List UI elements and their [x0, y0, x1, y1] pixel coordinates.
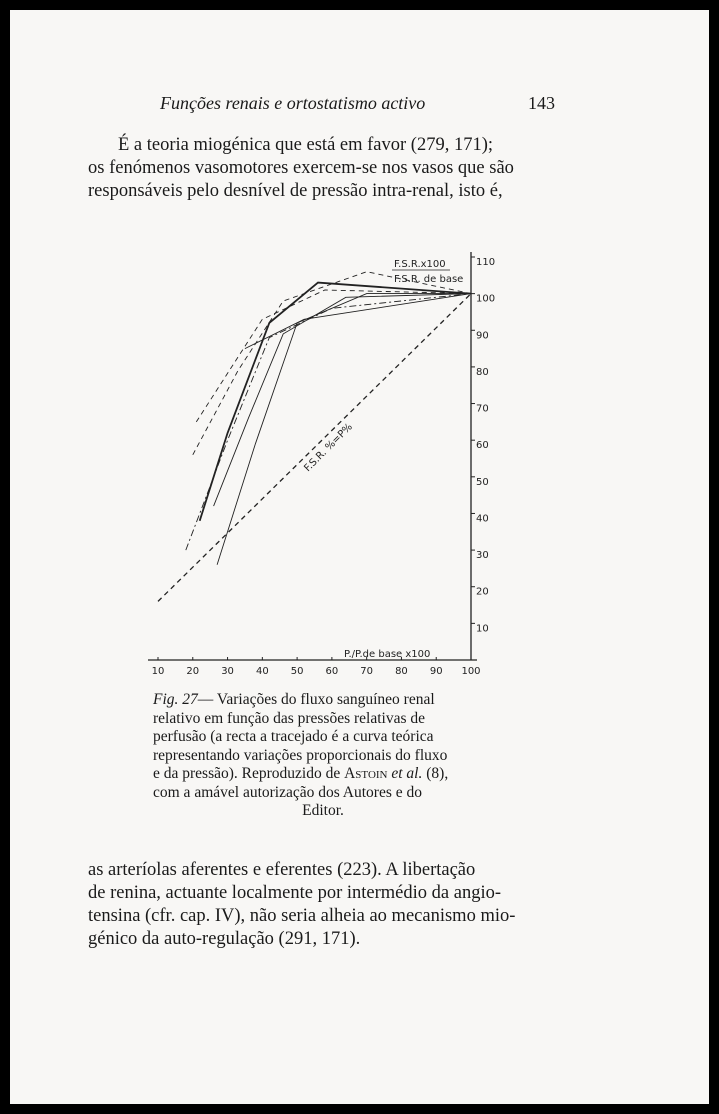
x-tick-label: 40 [255, 666, 269, 677]
y-tick-label: 110 [476, 257, 496, 268]
x-tick-label: 60 [325, 666, 339, 677]
figure-caption [153, 691, 493, 821]
series-line-theoretical [158, 294, 471, 602]
x-tick-label: 30 [221, 666, 234, 677]
caption-author: Astoin [344, 765, 388, 782]
y-tick-label: 10 [476, 623, 489, 635]
caption-text: (8), [422, 765, 449, 782]
legend-fsr-base: F.S.R. de base [394, 274, 464, 285]
running-header [10, 87, 709, 117]
series-line-curve-4 [193, 272, 471, 455]
series-line-curve-3 [186, 294, 471, 550]
caption-text: perfusão (a recta a tracejado é a curva teórica [153, 728, 434, 745]
text-line: as arteríolas aferentes e eferentes (223). A libertação [88, 860, 476, 880]
caption-text: com a amável autorização dos Autores e do [153, 783, 422, 801]
caption-text: relativo em função das pressões relativas de [153, 709, 426, 727]
y-tick-label: 100 [476, 293, 496, 305]
figure-label: Fig. 27 [153, 691, 198, 708]
y-tick-label: 90 [476, 330, 489, 342]
caption-text: e da pressão). Reproduzido de [153, 765, 345, 782]
x-tick-label: 80 [395, 666, 408, 677]
y-tick-label: 70 [476, 403, 489, 415]
series-line-curve-1 [200, 283, 471, 521]
x-axis-label: P./P.de base x100 [344, 649, 431, 660]
caption-text: Editor. [302, 802, 344, 819]
text-line: É a teoria miogénica que está em favor (279, 171); [118, 135, 493, 155]
y-tick-label: 40 [476, 513, 489, 525]
y-axis-ticks [471, 257, 495, 634]
x-tick-label: 100 [461, 666, 481, 677]
caption-text: representando variações proporcionais do fluxo [153, 746, 448, 764]
paragraph-bottom [88, 859, 560, 951]
y-tick-label: 30 [476, 550, 489, 562]
x-tick-label: 90 [429, 666, 443, 677]
theory-line-label: F.S.R. %=P% [302, 421, 355, 475]
series-line-curve-7 [245, 294, 471, 349]
series-line-curve-6 [196, 290, 471, 422]
caption-etal: et al. [391, 765, 423, 782]
running-title: Funções renais e ortostatismo activo [160, 93, 426, 113]
y-tick-label: 80 [476, 366, 489, 378]
text-line: tensina (cfr. cap. IV), não seria alheia ao mecanismo mio- [88, 906, 516, 926]
text-line: génico da auto-regulação (291, 171). [88, 929, 361, 949]
text-line: responsáveis pelo desnível de pressão intra-renal, isto é, [88, 181, 503, 201]
figure-chart [10, 240, 709, 677]
legend-fsr: F.S.R.x100 [394, 259, 446, 270]
x-tick-label: 10 [151, 666, 165, 677]
series-line-curve-2 [214, 294, 471, 507]
paragraph-top [88, 134, 558, 203]
x-tick-label: 70 [360, 666, 374, 677]
caption-text: — Variações do fluxo sanguíneo renal [197, 691, 435, 708]
text-line: os fenómenos vasomotores exercem-se nos vasos que são [88, 158, 514, 178]
y-tick-label: 20 [476, 586, 489, 598]
y-tick-label: 60 [476, 440, 489, 452]
y-tick-label: 50 [476, 476, 489, 488]
page-number: 143 [528, 93, 555, 113]
text-line: de renina, actuante localmente por intermédio da angio- [88, 883, 501, 903]
chart-series [158, 272, 471, 602]
x-tick-label: 50 [290, 666, 304, 677]
book-page [10, 10, 709, 1104]
x-tick-label: 20 [186, 666, 200, 677]
